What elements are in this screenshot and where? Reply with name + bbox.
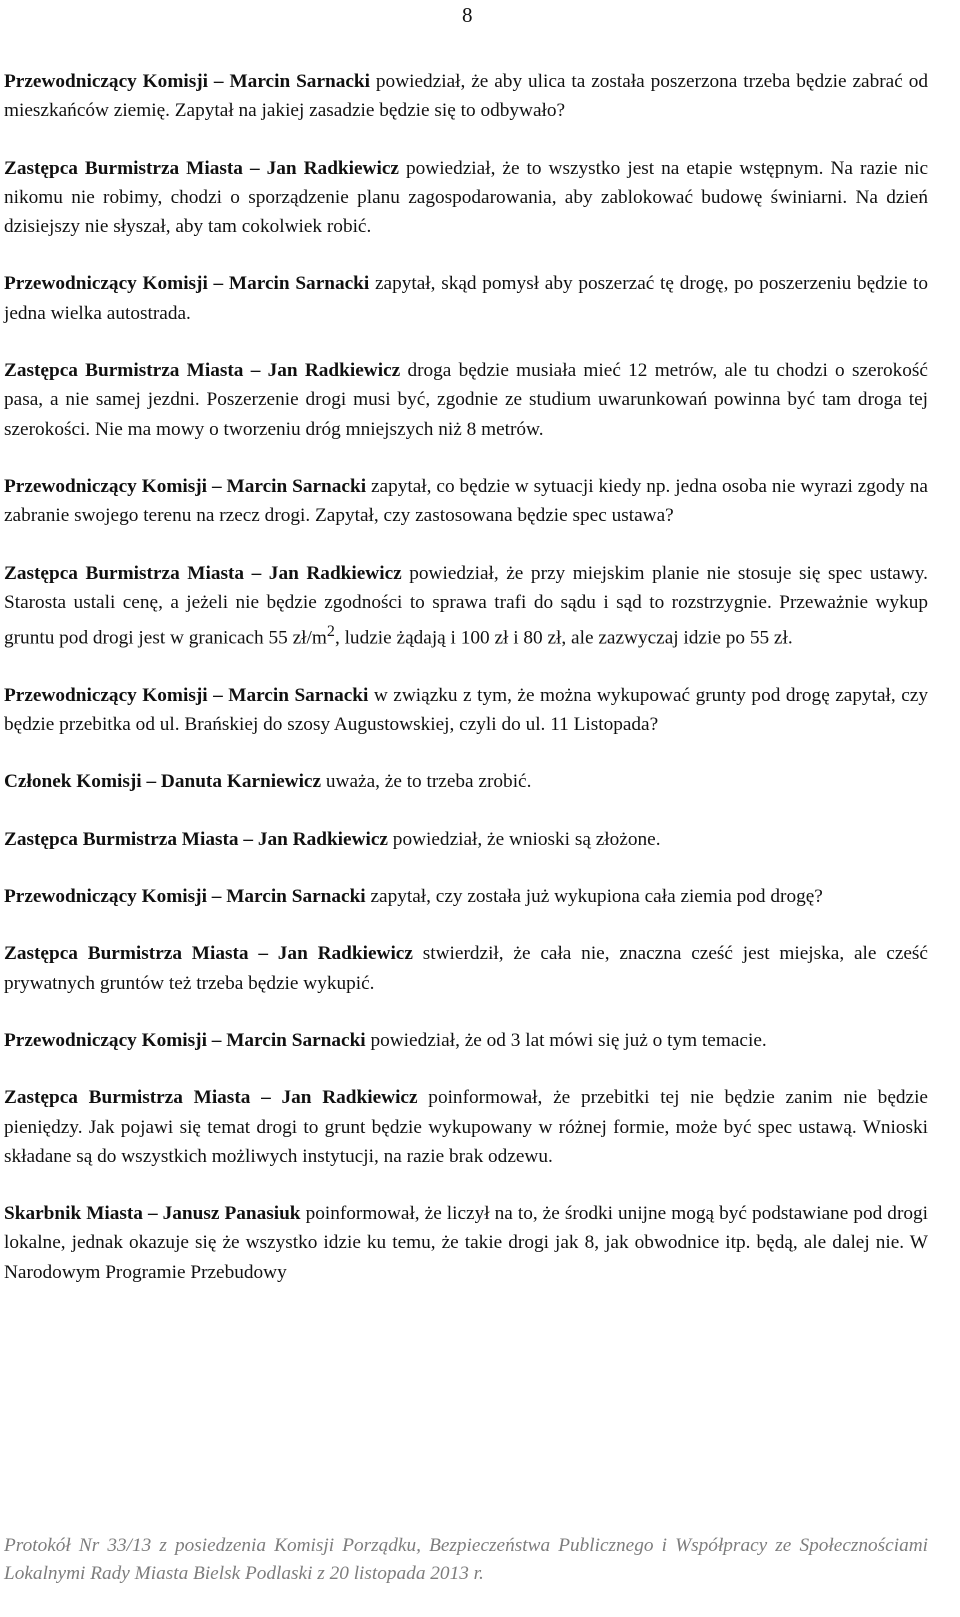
speaker-name: Przewodniczący Komisji – Marcin Sarnacki bbox=[4, 1029, 366, 1051]
speaker-name: Zastępca Burmistrza Miasta – Jan Radkiewicz bbox=[4, 157, 399, 179]
speaker-name: Zastępca Burmistrza Miasta – Jan Radkiewicz bbox=[4, 1087, 418, 1109]
paragraph-text: powiedział, że od 3 lat mówi się już o tym temacie. bbox=[365, 1029, 767, 1051]
paragraph-text: powiedział, że aby ulica ta została poszerzona trzeba będzie zabrać od mieszkańców ziemię. Zapytał na jakiej zasadzie będzie się to odbywało? bbox=[4, 71, 928, 122]
paragraph bbox=[4, 681, 928, 740]
superscript: 2 bbox=[326, 623, 335, 641]
paragraph bbox=[4, 67, 928, 126]
speaker-name: Przewodniczący Komisji – Marcin Sarnacki bbox=[4, 684, 369, 706]
paragraph bbox=[4, 559, 928, 653]
speaker-name: Skarbnik Miasta – Janusz Panasiuk bbox=[4, 1203, 301, 1225]
paragraph-text: powiedział, że przy miejskim planie nie stosuje się spec ustawy. Starosta ustali cenę, a jeżeli nie będzie zgodności to sprawa trafi do sądu i sąd to rozstrzygnie. Przeważnie wykup gruntu pod drogi jest w granicach 55 zł/m bbox=[4, 562, 928, 649]
speaker-name: Przewodniczący Komisji – Marcin Sarnacki bbox=[4, 71, 370, 92]
paragraph bbox=[4, 154, 928, 242]
speaker-name: Zastępca Burmistrza Miasta – Jan Radkiewicz bbox=[4, 360, 401, 382]
paragraph-text: droga będzie musiała mieć 12 metrów, ale tu chodzi o szerokość pasa, a nie samej jezdni. Poszerzenie drogi musi być, zgodnie ze studium uwarunkowań powinna być tam droga tej szerokości. Nie ma mowy o tworzeniu dróg mniejszych niż 8 metrów. bbox=[4, 360, 928, 440]
speaker-name: Przewodniczący Komisji – Marcin Sarnacki bbox=[4, 475, 367, 497]
paragraph-text: , ludzie żądają i 100 zł i 80 zł, ale zazwyczaj idzie po 55 zł. bbox=[334, 627, 793, 649]
paragraph-text: poinformował, że przebitki tej nie będzie zanim nie będzie pieniędzy. Jak pojawi się temat drogi to grunt będzie wykupowany w różnej formie, może być spec ustawą. Wnioski składane są do wszystkich możliwych instytucji, na razie brak odzewu. bbox=[4, 1087, 928, 1167]
speaker-name: Zastępca Burmistrza Miasta – Jan Radkiewicz bbox=[4, 943, 413, 965]
paragraph-text: poinformował, że liczył na to, że środki unijne mogą być podstawiane pod drogi lokalne, jednak okazuje się że wszystko idzie ku temu, że takie drogi jak 8, jak obwodnice itp. będą, ale dalej nie. W Narodowym Programie Przebudowy bbox=[4, 1203, 929, 1283]
paragraph bbox=[4, 1083, 928, 1171]
speaker-name: Członek Komisji – Danuta Karniewicz bbox=[4, 771, 322, 793]
page-footer: Protokół Nr 33/13 z posiedzenia Komisji Porządku, Bezpieczeństwa Publicznego i Współpracy ze Społecznościami Lokalnymi Rady Miasta Bielsk Podlaski z 20 listopada 2013 r. bbox=[4, 1535, 928, 1584]
paragraph bbox=[4, 269, 928, 328]
paragraph-text: zapytał, co będzie w sytuacji kiedy np. jedna osoba nie wyrazi zgody na zabranie swojego terenu na rzecz drogi. Zapytał, czy zastosowana będzie spec ustawa? bbox=[4, 475, 928, 527]
paragraph-text: zapytał, czy została już wykupiona cała ziemia pod drogę? bbox=[365, 886, 823, 908]
paragraph bbox=[4, 767, 928, 796]
document-body bbox=[4, 67, 928, 1315]
paragraph bbox=[4, 356, 928, 444]
paragraph bbox=[4, 825, 928, 854]
paragraph-text: zapytał, skąd pomysł aby poszerzać tę drogę, po poszerzeniu będzie to jedna wielka autostrada. bbox=[4, 273, 928, 324]
paragraph-text: powiedział, że to wszystko jest na etapie wstępnym. Na razie nic nikomu nie robimy, chodzi o sporządzenie planu zagospodarowania, aby zablokować budowę świniarni. Na dzień dzisiejszy nie słyszał, aby tam cokolwiek robić. bbox=[4, 157, 929, 238]
paragraph bbox=[4, 882, 928, 911]
speaker-name: Przewodniczący Komisji – Marcin Sarnacki bbox=[4, 273, 370, 295]
paragraph bbox=[4, 1026, 928, 1055]
paragraph-text: stwierdził, że cała nie, znaczna cześć jest miejska, ale cześć prywatnych gruntów też trzeba będzie wykupić. bbox=[4, 943, 928, 994]
speaker-name: Przewodniczący Komisji – Marcin Sarnacki bbox=[4, 886, 366, 908]
paragraph bbox=[4, 1199, 928, 1287]
paragraph bbox=[4, 939, 928, 998]
paragraph-text: w związku z tym, że można wykupować grunty pod drogę zapytał, czy będzie przebitka od ul. Brańskiej do szosy Augustowskiej, czyli do ul. 11 Listopada? bbox=[4, 684, 928, 736]
speaker-name: Zastępca Burmistrza Miasta – Jan Radkiewicz bbox=[4, 828, 388, 850]
paragraph bbox=[4, 472, 928, 531]
speaker-name: Zastępca Burmistrza Miasta – Jan Radkiewicz bbox=[4, 562, 402, 584]
paragraph-text: powiedział, że wnioski są złożone. bbox=[387, 828, 661, 850]
page-number: 8 bbox=[462, 3, 473, 27]
paragraph-text: uważa, że to trzeba zrobić. bbox=[321, 771, 532, 793]
